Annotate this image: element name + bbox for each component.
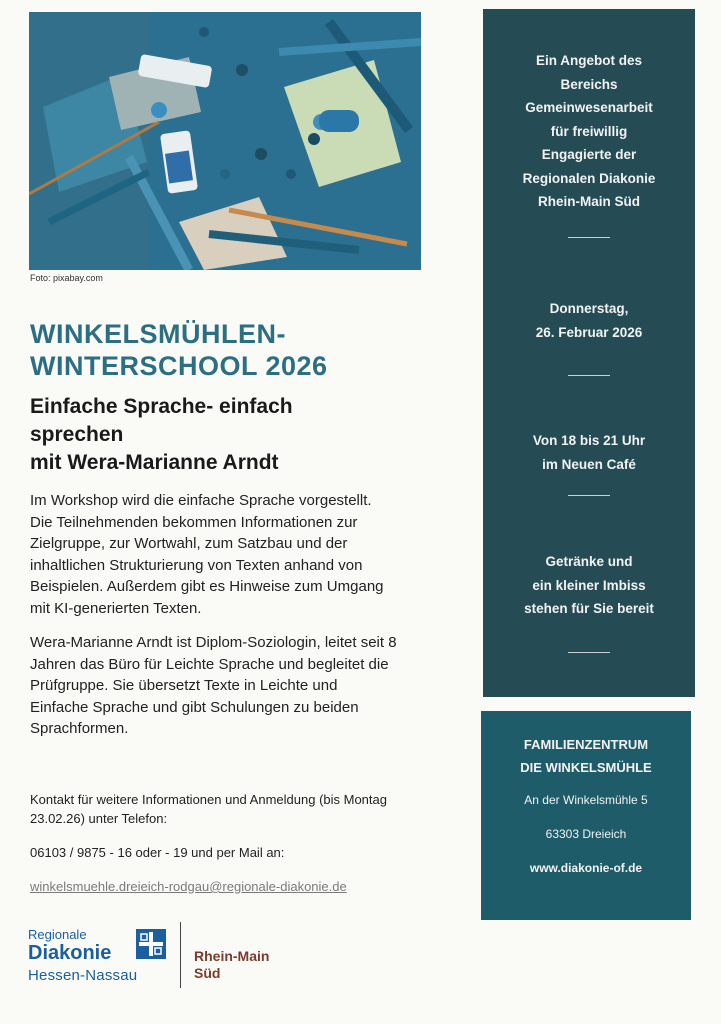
text-line: Zielgruppe, zur Wortwahl, zum Satzbau und der [30,535,348,552]
text-line: Beispielen. Außerdem gibt es Hinweise zum Umgang [30,578,384,595]
contact-email-link[interactable]: winkelsmuehle.dreieich-rodgau@regionale-diakonie.de [30,879,347,894]
divider [568,495,610,496]
event-title [30,318,450,382]
event-subtitle [30,393,450,477]
logo-region-line: Süd [194,965,221,981]
panel-line: Donnerstag, [549,301,629,316]
event-subtitle-line: sprechen [30,423,124,446]
venue-city: 63303 Dreieich [545,827,627,841]
offer-block [483,49,695,214]
contact-intro [30,790,470,828]
craft-supplies-photo [29,12,421,270]
text-line: Sprachformen. [30,720,129,737]
text-line: Kontakt für weitere Informationen und Anmeldung (bis Montag [30,792,387,807]
panel-line: Regionalen Diakonie [522,170,656,186]
event-title-line: WINTERSCHOOL 2026 [30,351,328,381]
logo-line: Hessen-Nassau [28,967,138,984]
venue-street: An der Winkelsmühle 5 [524,793,648,807]
venue-website-link[interactable]: www.diakonie-of.de [529,861,643,875]
refreshments-block [483,550,695,621]
text-line: Prüfgruppe. Sie übersetzt Texte in Leichte und [30,677,338,694]
venue-panel [481,711,691,920]
venue-name [481,733,691,779]
contact-phone: 06103 / 9875 - 16 oder - 19 und per Mail an: [30,845,285,860]
diakonie-cross-logo-icon [136,929,166,959]
panel-line: 26. Februar 2026 [535,324,643,340]
workshop-description [30,490,470,619]
panel-line: für freiwillig [550,123,628,139]
panel-line: stehen für Sie bereit [524,601,654,616]
logo-line: Regionale [28,927,87,942]
event-subtitle-line: mit Wera-Marianne Arndt [30,451,279,474]
text-line: Jahren das Büro für Leichte Sprache und begleitet die [30,655,389,673]
panel-line: Von 18 bis 21 Uhr [532,433,646,448]
panel-line: Bereichs [560,76,618,92]
text-line: Wera-Marianne Arndt ist Diplom-Soziologin, leitet seit 8 [30,634,397,651]
panel-line: Rhein-Main Süd [538,194,640,209]
logo-line: Diakonie [28,942,112,964]
divider [568,652,610,653]
event-title-line: WINKELSMÜHLEN- [30,319,286,349]
panel-line: ein kleiner Imbiss [532,577,646,593]
panel-line: im Neuen Café [542,456,636,472]
panel-line: Getränke und [545,554,633,569]
logo-region [194,948,269,982]
speaker-bio [30,632,470,740]
venue-name-line: DIE WINKELSMÜHLE [520,760,652,775]
photo-credit: Foto: pixabay.com [30,273,103,283]
text-line: inhaltlichen Strukturierung von Texten anhand von [30,556,363,574]
text-line: mit KI-generierten Texten. [30,599,202,617]
panel-line: Ein Angebot des [535,53,642,68]
logo-region-line: Rhein-Main [194,948,270,964]
diakonie-logo [28,924,288,994]
panel-line: Gemeinwesenarbeit [525,100,653,115]
text-line: Einfache Sprache und gibt Schulungen zu beiden [30,698,359,716]
date-block [483,297,695,344]
venue-name-line: FAMILIENZENTRUM [523,737,649,752]
time-block [483,429,695,476]
text-line: 23.02.26) unter Telefon: [30,811,168,826]
divider [568,375,610,376]
event-info-panel [483,9,695,697]
event-subtitle-line: Einfache Sprache- einfach [30,395,293,418]
panel-line: Engagierte der [541,147,637,162]
divider [568,237,610,238]
text-line: Im Workshop wird die einfache Sprache vorgestellt. [30,492,372,509]
text-line: Die Teilnehmenden bekommen Informationen zur [30,513,358,531]
logo-divider [180,922,181,988]
